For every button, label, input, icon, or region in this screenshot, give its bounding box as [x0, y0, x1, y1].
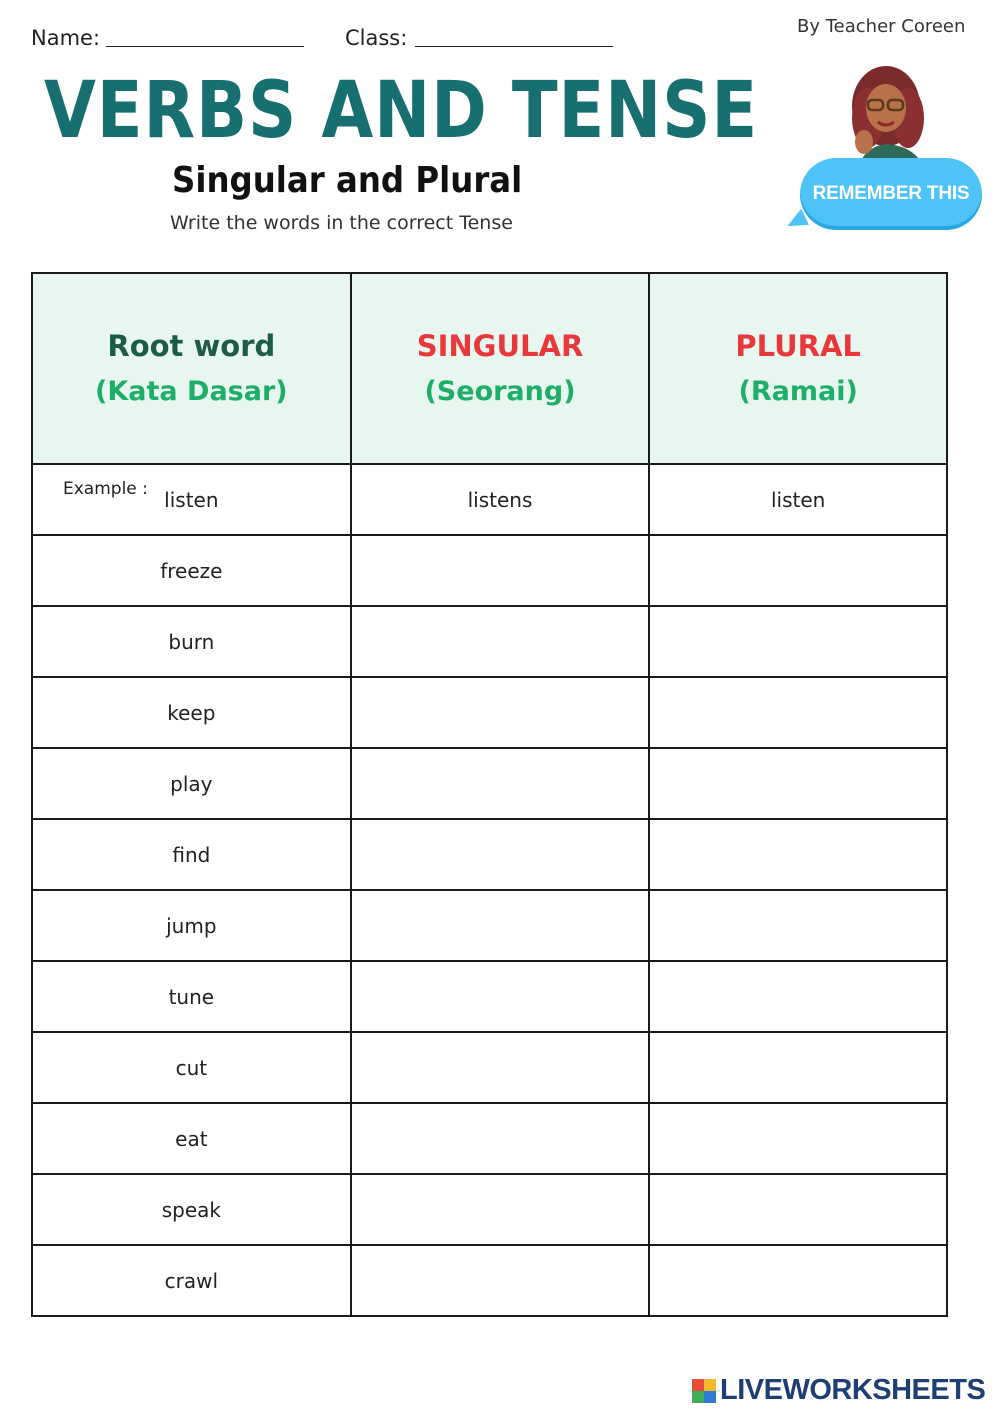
plural-answer-cell[interactable]	[649, 748, 947, 819]
cell-text: listen	[770, 487, 826, 512]
column-title: Root word	[107, 328, 276, 363]
column-subtitle: (Kata Dasar)	[95, 375, 288, 407]
plural-answer-cell[interactable]	[649, 1245, 947, 1316]
singular-answer-cell[interactable]	[351, 606, 650, 677]
plural-answer-cell[interactable]	[649, 606, 947, 677]
column-title: PLURAL	[735, 328, 861, 363]
root-word-cell	[32, 606, 351, 677]
singular-answer-cell[interactable]	[351, 819, 650, 890]
column-header-singular	[351, 273, 650, 464]
root-word-cell	[32, 748, 351, 819]
root-word-cell	[32, 464, 351, 535]
logo-text: LIVEWORKSHEETS	[720, 1374, 986, 1406]
singular-answer-cell[interactable]	[351, 535, 650, 606]
plural-answer-cell[interactable]	[649, 1032, 947, 1103]
table-row	[32, 961, 947, 1032]
column-subtitle: (Seorang)	[424, 375, 576, 407]
plural-answer-cell	[649, 464, 947, 535]
singular-answer-cell[interactable]	[351, 1174, 650, 1245]
cell-text: listens	[467, 487, 533, 512]
table-row	[32, 677, 947, 748]
plural-answer-cell[interactable]	[649, 1174, 947, 1245]
root-word-cell	[32, 1245, 351, 1316]
column-title: SINGULAR	[416, 328, 584, 363]
example-label: Example :	[63, 479, 148, 499]
column-subtitle: (Ramai)	[738, 375, 858, 407]
root-word-cell	[32, 890, 351, 961]
singular-answer-cell[interactable]	[351, 677, 650, 748]
class-label: Class:	[345, 26, 408, 50]
table-row	[32, 1245, 947, 1316]
logo-mark-icon	[692, 1379, 716, 1403]
root-word-cell	[32, 961, 351, 1032]
plural-answer-cell[interactable]	[649, 535, 947, 606]
plural-answer-cell[interactable]	[649, 890, 947, 961]
cell-text: eat	[175, 1126, 208, 1151]
cell-text: speak	[161, 1197, 221, 1222]
plural-answer-cell[interactable]	[649, 1103, 947, 1174]
table-row	[32, 890, 947, 961]
author-credit: By Teacher Coreen	[797, 16, 966, 37]
cell-text: play	[170, 771, 213, 796]
cell-text: tune	[168, 984, 215, 1009]
name-field[interactable]	[106, 46, 304, 47]
table-row	[32, 464, 947, 535]
singular-answer-cell[interactable]	[351, 1032, 650, 1103]
plural-answer-cell[interactable]	[649, 961, 947, 1032]
cell-text: cut	[175, 1055, 208, 1080]
table-body	[32, 464, 947, 1316]
liveworksheets-logo	[692, 1374, 985, 1407]
verb-tense-table	[31, 272, 948, 1317]
table-row	[32, 819, 947, 890]
singular-answer-cell[interactable]	[351, 890, 650, 961]
singular-answer-cell[interactable]	[351, 961, 650, 1032]
column-header-root	[32, 273, 351, 464]
cell-text: burn	[168, 629, 215, 654]
remember-bubble	[800, 158, 982, 230]
plural-answer-cell[interactable]	[649, 819, 947, 890]
cell-text: listen	[164, 487, 219, 512]
cell-text: keep	[167, 700, 216, 725]
table-row	[32, 606, 947, 677]
instruction-text: Write the words in the correct Tense	[170, 212, 513, 234]
singular-answer-cell[interactable]	[351, 1103, 650, 1174]
root-word-cell	[32, 819, 351, 890]
table-row	[32, 1174, 947, 1245]
root-word-cell	[32, 1103, 351, 1174]
page-subtitle: Singular and Plural	[172, 160, 523, 201]
plural-answer-cell[interactable]	[649, 677, 947, 748]
cell-text: jump	[166, 913, 217, 938]
root-word-cell	[32, 1032, 351, 1103]
class-field[interactable]	[415, 46, 613, 47]
singular-answer-cell	[351, 464, 650, 535]
table-header-row	[32, 273, 947, 464]
root-word-cell	[32, 677, 351, 748]
singular-answer-cell[interactable]	[351, 748, 650, 819]
remember-label: REMEMBER THIS	[812, 183, 970, 204]
name-label: Name:	[31, 26, 101, 50]
cell-text: find	[172, 842, 211, 867]
column-header-plural	[649, 273, 947, 464]
singular-answer-cell[interactable]	[351, 1245, 650, 1316]
page-title: VERBS AND TENSE	[44, 66, 759, 156]
table-row	[32, 1032, 947, 1103]
table-row	[32, 535, 947, 606]
cell-text: crawl	[164, 1268, 219, 1293]
table-row	[32, 748, 947, 819]
root-word-cell	[32, 535, 351, 606]
table-row	[32, 1103, 947, 1174]
root-word-cell	[32, 1174, 351, 1245]
cell-text: freeze	[160, 558, 223, 583]
